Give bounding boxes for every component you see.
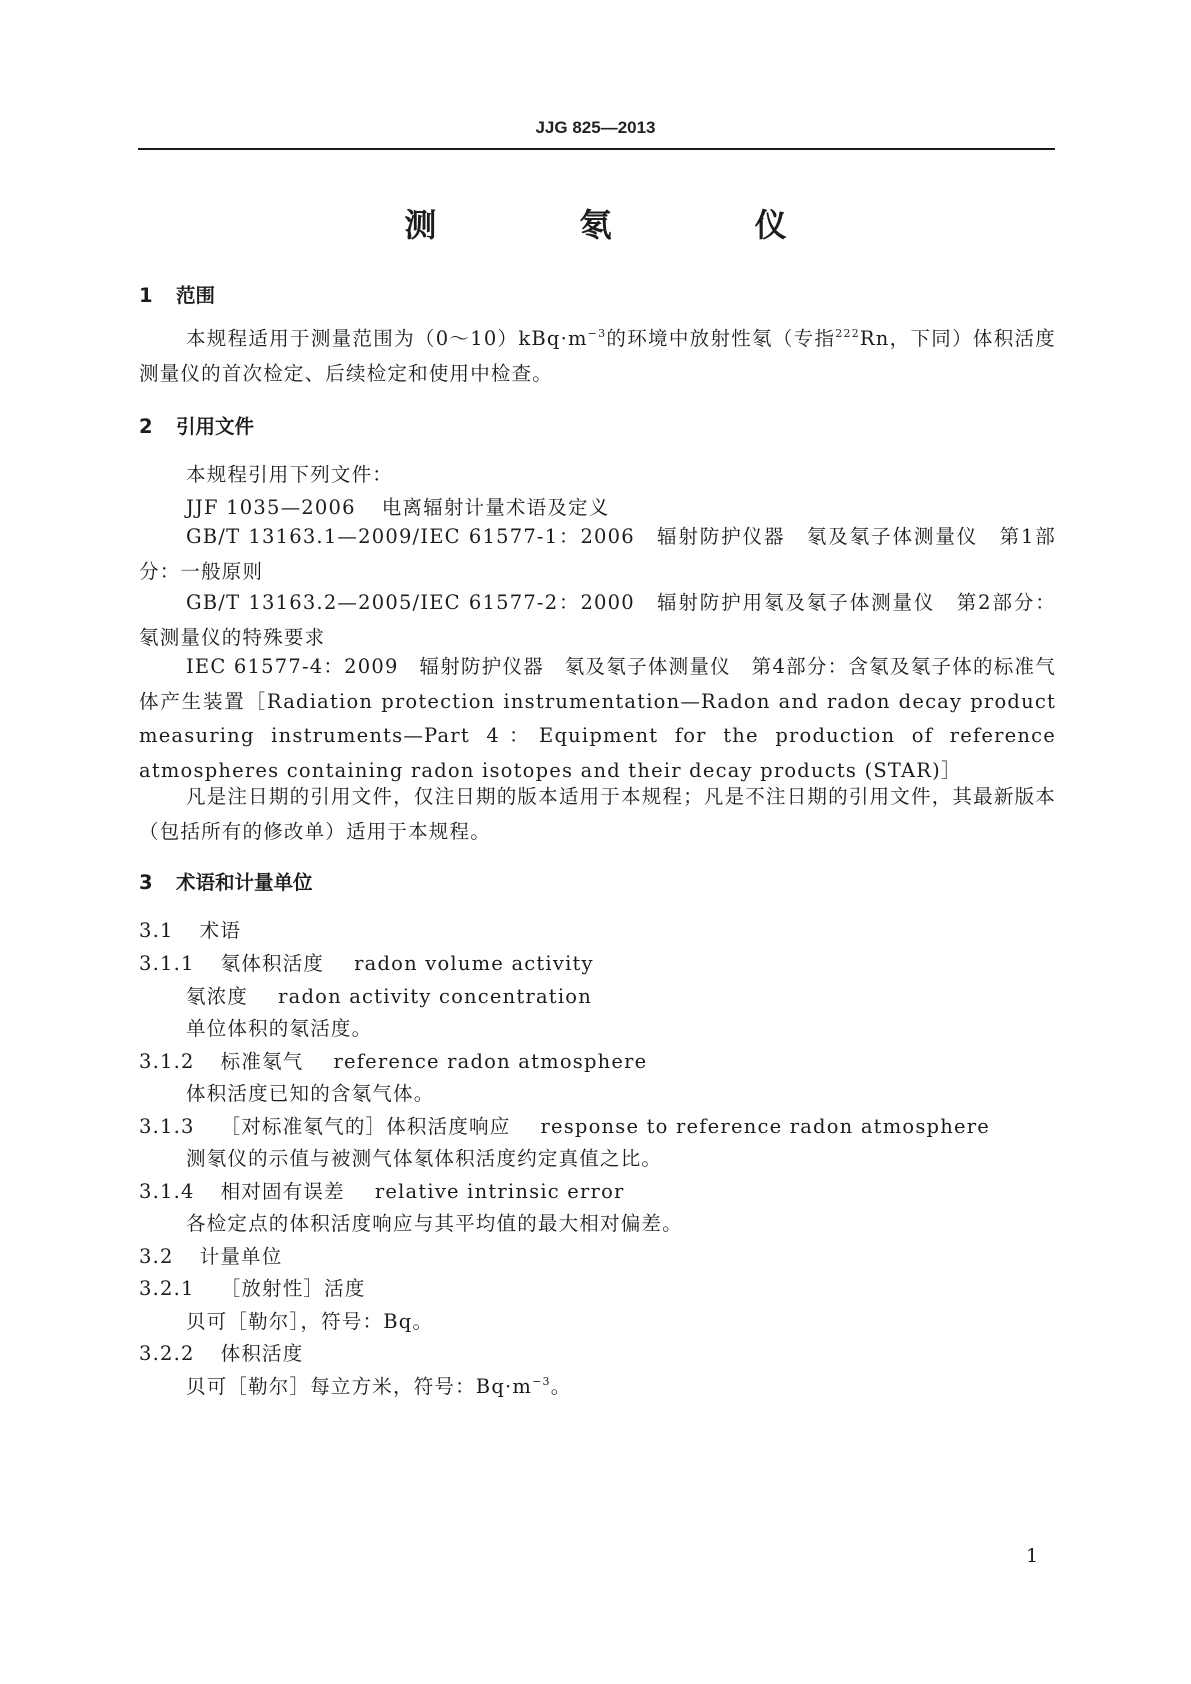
term-en: radon volume activity <box>354 952 594 975</box>
unit-definition: 贝可［勒尔］，符号：Bq。 <box>186 1310 434 1333</box>
clause-3-1-1 <box>139 948 594 976</box>
term-definition: 体积活度已知的含氡气体。 <box>186 1082 435 1105</box>
clause-3-2-2 <box>139 1338 303 1366</box>
clause-3-2-1 <box>139 1273 366 1301</box>
term-definition: 测氡仪的示值与被测气体氡体积活度约定真值之比。 <box>186 1147 663 1170</box>
section-title: 术语和计量单位 <box>176 871 313 894</box>
page-number: 1 <box>1026 1545 1039 1567</box>
term-zh: 标准氡气 <box>220 1050 304 1073</box>
term-zh: 氡浓度 <box>186 985 249 1008</box>
clause-number: 3.1.3 <box>139 1115 195 1138</box>
clause-3-1-3 <box>139 1111 990 1139</box>
clause-number: 3.1 <box>139 919 174 942</box>
text-run: 的环境中放射性氡（专指 <box>606 327 836 350</box>
term-en: relative intrinsic error <box>374 1180 625 1203</box>
clause-number: 3.2 <box>139 1245 174 1268</box>
text-run: 。 <box>550 1375 572 1398</box>
clause-number: 3.2.1 <box>139 1277 195 1300</box>
clause-number: 3.1.2 <box>139 1050 195 1073</box>
reference-title: 电离辐射计量术语及定义 <box>381 496 610 519</box>
section-3-heading <box>139 867 313 895</box>
term-definition: 各检定点的体积活度响应与其平均值的最大相对偏差。 <box>186 1212 683 1235</box>
term-synonym <box>186 981 592 1009</box>
text-run: 贝可［勒尔］每立方米，符号：Bq·m <box>186 1375 533 1398</box>
clause-number: 3.1.1 <box>139 952 195 975</box>
text-run: Rn，下同）体积活度测量仪的首次检定、后续检定和使用中检查。 <box>139 327 1057 385</box>
reference-item: GB/T 13163.2—2005/IEC 61577-2：2000 辐射防护用氡及氡子体测量仪 第2部分：氡测量仪的特殊要求 <box>139 591 1056 649</box>
clause-title: 计量单位 <box>199 1245 283 1268</box>
clause-number: 3.2.2 <box>139 1342 195 1365</box>
references-intro: 本规程引用下列文件： <box>186 463 394 486</box>
header-rule <box>138 148 1055 150</box>
section-1-heading <box>139 280 215 308</box>
clause-title: 体积活度 <box>220 1342 304 1365</box>
clause-3-1 <box>139 915 241 943</box>
term-en: reference radon atmosphere <box>333 1050 648 1073</box>
term-definition: 单位体积的氡活度。 <box>186 1017 373 1040</box>
document-code-header: JJG 825—2013 <box>535 118 656 137</box>
page-title: 测 氡 仪 <box>404 206 853 244</box>
clause-number: 3.1.4 <box>139 1180 195 1203</box>
section-number: 3 <box>139 871 153 894</box>
clause-title: 术语 <box>199 919 242 942</box>
superscript: −3 <box>587 327 607 340</box>
section-number: 2 <box>139 415 153 438</box>
unit-definition <box>186 1371 571 1399</box>
section-1-body <box>139 322 1056 391</box>
reference-code: JJF 1035—2006 <box>186 496 356 519</box>
clause-title: ［放射性］活度 <box>220 1277 366 1300</box>
section-number: 1 <box>139 284 153 307</box>
clause-3-2 <box>139 1241 282 1269</box>
clause-3-1-2 <box>139 1046 647 1074</box>
superscript: −3 <box>532 1375 551 1388</box>
reference-item: IEC 61577-4：2009 辐射防护仪器 氡及氡子体测量仪 第4部分：含氡及氡子体的标准气体产生装置［Radiation protection instrumentation—Radon and radon decay product measuring instruments—Part 4：Equipment for the production of reference atmospheres containing radon isotopes and their decay products (STAR)］ <box>139 655 1056 782</box>
superscript: 222 <box>835 327 860 340</box>
text-run: 本规程适用于测量范围为（0～10）kBq·m <box>186 327 588 350</box>
section-title: 范围 <box>176 284 216 307</box>
references-note: 凡是注日期的引用文件，仅注日期的版本适用于本规程；凡是不注日期的引用文件，其最新版本（包括所有的修改单）适用于本规程。 <box>139 785 1056 843</box>
term-en: radon activity concentration <box>278 985 592 1008</box>
section-title: 引用文件 <box>176 415 255 438</box>
reference-item <box>186 492 609 520</box>
term-zh: 氡体积活度 <box>220 952 325 975</box>
clause-3-1-4 <box>139 1176 625 1204</box>
term-zh: ［对标准氡气的］体积活度响应 <box>220 1115 511 1138</box>
reference-item: GB/T 13163.1—2009/IEC 61577-1：2006 辐射防护仪器 氡及氡子体测量仪 第1部分：一般原则 <box>139 525 1056 583</box>
term-en: response to reference radon atmosphere <box>540 1115 990 1138</box>
section-2-heading <box>139 411 254 439</box>
term-zh: 相对固有误差 <box>220 1180 345 1203</box>
